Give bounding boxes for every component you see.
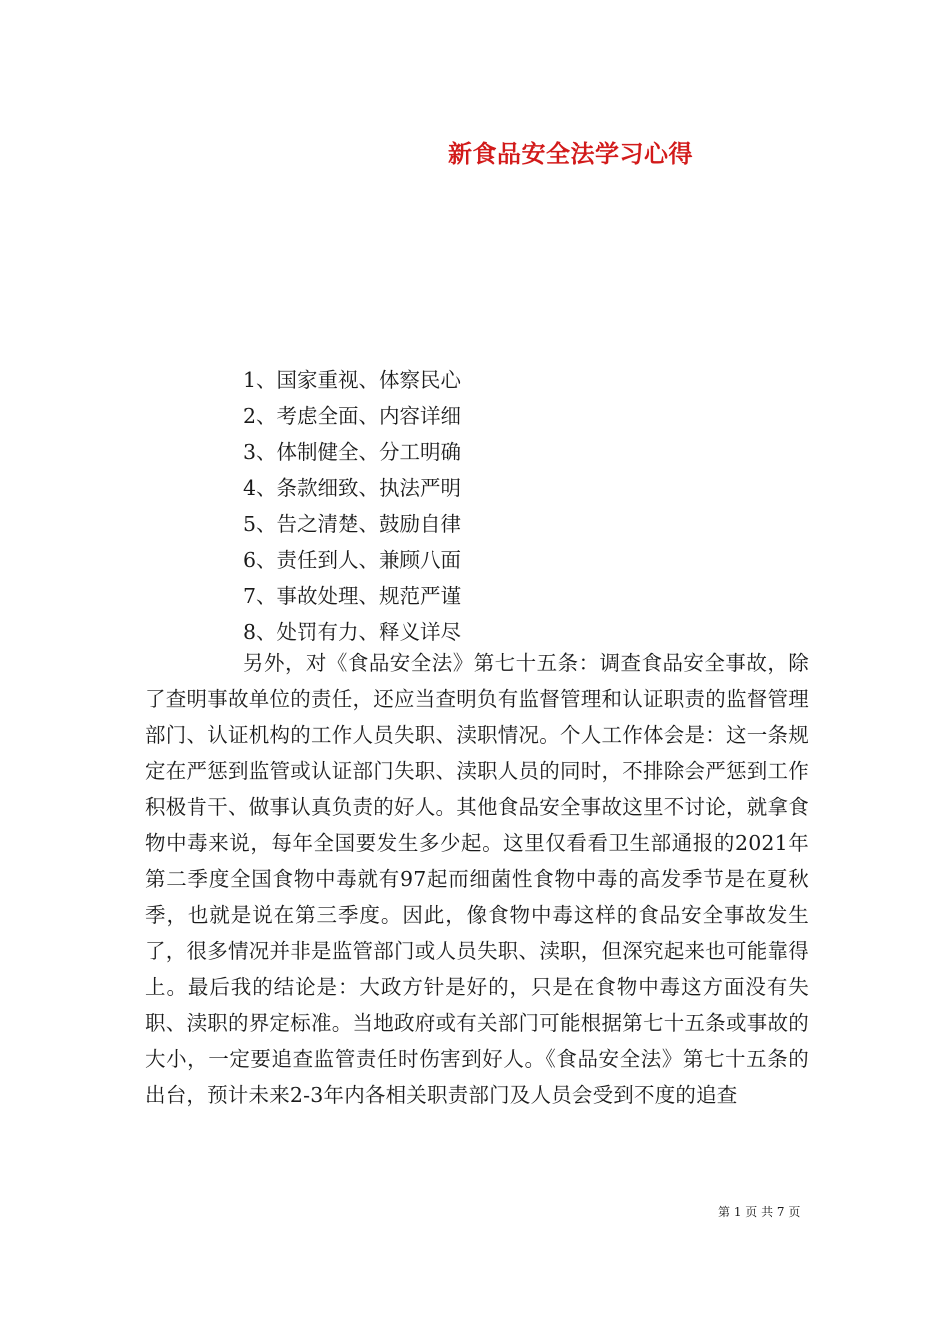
list-item: 3、体制健全、分工明确 (243, 440, 462, 464)
key-points-list (243, 362, 461, 650)
list-item: 4、条款细致、执法严明 (243, 476, 462, 500)
list-item: 5、告之清楚、鼓励自律 (243, 512, 462, 536)
page-footer: 第 1 页 共 7 页 (718, 1205, 801, 1219)
body-paragraph: 另外，对《食品安全法》第七十五条：调查食品安全事故，除了查明事故单位的责任，还应当查明负有监督管理和认证职责的监督管理部门、认证机构的工作人员失职、渎职情况。个人工作体会是：这一条规定在严惩到监管或认证部门失职、渎职人员的同时，不排除会严惩到工作积极肯干、做事认真负责的好人。其他食品安全事故这里不讨论，就拿食物中毒来说，每年全国要发生多少起。这里仅看看卫生部通报的2021年第二季度全国食物中毒就有97起而细菌性食物中毒的高发季节是在夏秋季，也就是说在第三季度。因此，像食物中毒这样的食品安全事故发生了，很多情况并非是监管部门或人员失职、渎职，但深究起来也可能靠得上。最后我的结论是：大政方针是好的，只是在食物中毒这方面没有失职、渎职的界定标准。当地政府或有关部门可能根据第七十五条或事故的大小，一定要追查监管责任时伤害到好人。《食品安全法》第七十五条的出台，预计未来2-3年内各相关职责部门及人员会受到不度的追查 (145, 651, 809, 1107)
list-item: 7、事故处理、规范严谨 (243, 584, 462, 608)
document-title: 新食品安全法学习心得 (448, 139, 693, 168)
list-item: 8、处罚有力、释义详尽 (243, 620, 462, 644)
list-item: 6、责任到人、兼顾八面 (243, 548, 462, 572)
list-item: 1、国家重视、体察民心 (243, 368, 462, 392)
list-item: 2、考虑全面、内容详细 (243, 404, 462, 428)
